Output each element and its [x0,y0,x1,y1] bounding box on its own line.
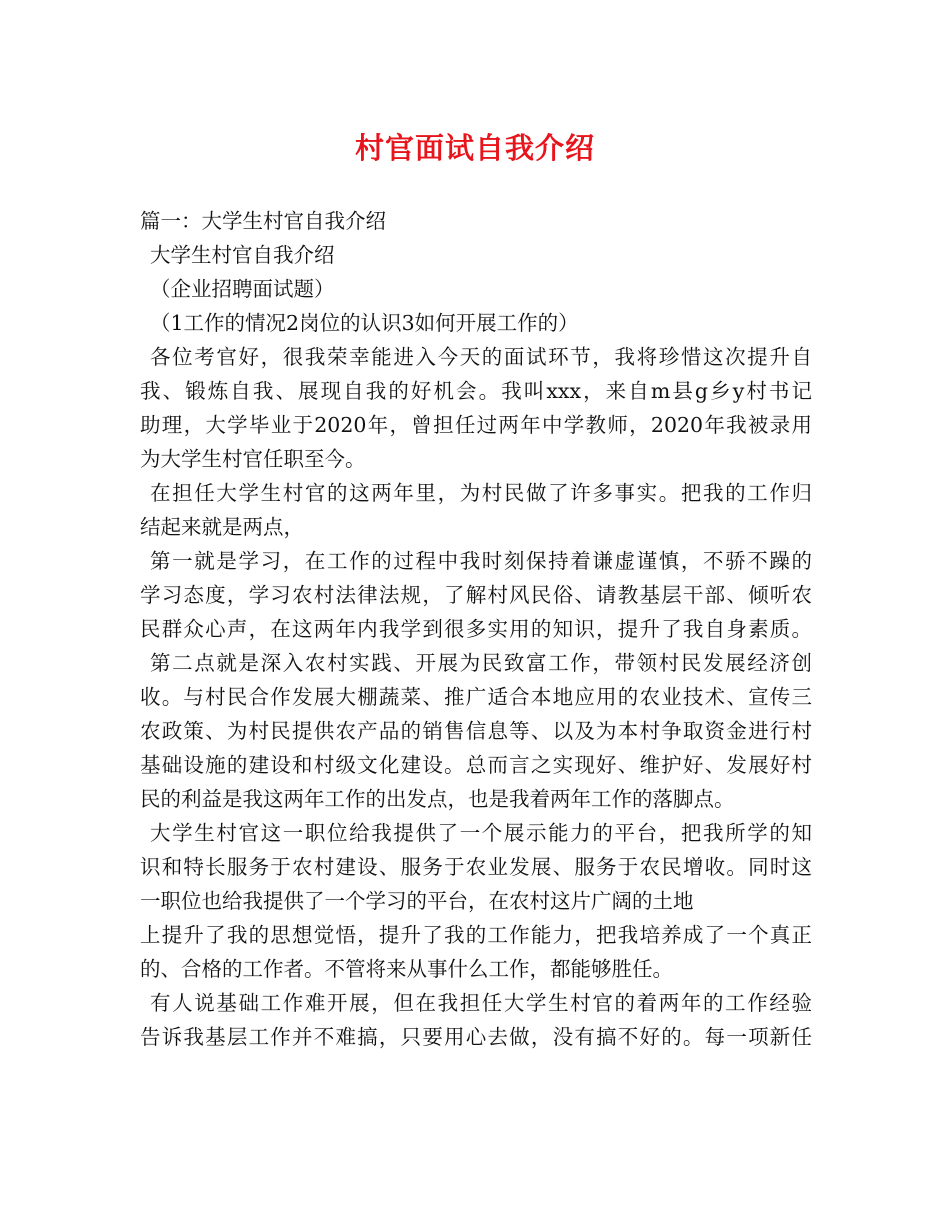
text-line: 的、合格的工作者。不管将来从事什么工作，都能够胜任。 [140,957,673,981]
text-line: 大学生村官自我介绍 [150,243,335,267]
text-line: 我、锻炼自我、展现自我的好机会。我叫xxx，来自m县g乡y村书记 [140,379,812,403]
text-line: 第一就是学习，在工作的过程中我时刻保持着谦虚谨慎，不骄不躁的 [150,549,812,573]
text-line: 基础设施的建设和村级文化建设。总而言之实现好、维护好、发展好村 [140,753,812,777]
text-line: 民群众心声，在这两年内我学到很多实用的知识，提升了我自身素质。 [140,617,812,641]
text-line: 一职位也给我提供了一个学习的平台，在农村这片广阔的土地 [140,889,694,913]
text-line: 告诉我基层工作并不难搞，只要用心去做，没有搞不好的。每一项新任 [140,1025,812,1049]
text-line: 收。与村民合作发展大棚蔬菜、推广适合本地应用的农业技术、宣传三 [140,685,812,709]
text-line: 有人说基础工作难开展，但在我担任大学生村官的着两年的工作经验 [150,991,812,1015]
text-line: 结起来就是两点， [140,515,304,539]
text-line: 识和特长服务于农村建设、服务于农业发展、服务于农民增收。同时这 [140,855,812,879]
text-line: 各位考官好，很我荣幸能进入今天的面试环节，我将珍惜这次提升自 [150,345,812,369]
text-line: 篇一：大学生村官自我介绍 [140,209,386,233]
text-line: 在担任大学生村官的这两年里，为村民做了许多事实。把我的工作归 [150,481,812,505]
text-line: 学习态度，学习农村法律法规，了解村风民俗、请教基层干部、倾听农 [140,583,812,607]
text-line: 为大学生村官任职至今。 [140,447,366,471]
text-line: 第二点就是深入农村实践、开展为民致富工作，带领村民发展经济创 [150,651,812,675]
document-body [140,204,812,1054]
text-line: （企业招聘面试题） [150,277,335,301]
text-line: 农政策、为村民提供农产品的销售信息等、以及为本村争取资金进行村 [140,719,812,743]
text-line: 大学生村官这一职位给我提供了一个展示能力的平台，把我所学的知 [150,821,812,845]
document-title: 村官面试自我介绍 [354,131,595,165]
text-line: 民的利益是我这两年工作的出发点，也是我着两年工作的落脚点。 [140,787,735,811]
text-line: 上提升了我的思想觉悟，提升了我的工作能力，把我培养成了一个真正 [140,923,812,947]
text-line: 助理，大学毕业于2020年，曾担任过两年中学教师，2020年我被录用 [140,413,812,437]
text-line: （1工作的情况2岗位的认识3如何开展工作的） [150,311,579,335]
